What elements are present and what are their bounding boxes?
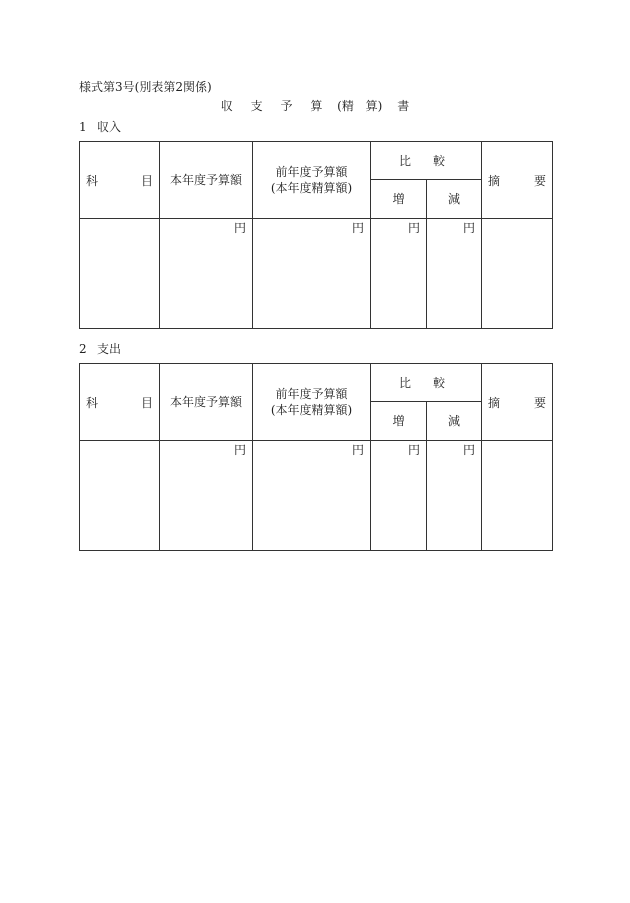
cell-item[interactable] <box>80 219 160 329</box>
cell-decrease[interactable]: 円 <box>427 441 482 551</box>
header-previous-budget: 前年度予算額 (本年度精算額) <box>253 142 371 219</box>
cell-remarks[interactable] <box>482 441 553 551</box>
document-title <box>0 98 630 114</box>
header-item: 科 目 <box>80 142 160 219</box>
header-decrease: 減 <box>427 402 482 441</box>
header-current-budget: 本年度予算額 <box>160 364 253 441</box>
section-expense-label <box>79 341 121 357</box>
cell-decrease[interactable]: 円 <box>427 219 482 329</box>
header-previous-budget: 前年度予算額 (本年度精算額) <box>253 364 371 441</box>
cell-previous-budget[interactable]: 円 <box>253 441 371 551</box>
cell-remarks[interactable] <box>482 219 553 329</box>
cell-current-budget[interactable]: 円 <box>160 219 253 329</box>
header-comparison: 比 較 <box>371 142 482 180</box>
section-title: 支出 <box>97 342 122 356</box>
section-title: 収入 <box>97 120 122 134</box>
cell-increase[interactable]: 円 <box>371 219 427 329</box>
income-table <box>79 141 553 329</box>
header-remarks: 摘 要 <box>482 364 553 441</box>
title-char: (精 <box>337 99 354 113</box>
section-income-label <box>79 119 121 135</box>
header-remarks: 摘 要 <box>482 142 553 219</box>
header-item: 科 目 <box>80 364 160 441</box>
title-char: 収 <box>220 99 233 113</box>
cell-current-budget[interactable]: 円 <box>160 441 253 551</box>
section-number: 2 <box>79 342 87 356</box>
expense-table <box>79 363 553 551</box>
title-char: 支 <box>250 99 263 113</box>
header-current-budget: 本年度予算額 <box>160 142 253 219</box>
form-number: 様式第3号(別表第2関係) <box>79 80 212 94</box>
title-char: 書 <box>397 99 410 113</box>
cell-increase[interactable]: 円 <box>371 441 427 551</box>
cell-item[interactable] <box>80 441 160 551</box>
header-decrease: 減 <box>427 180 482 219</box>
title-char: 算) <box>365 99 383 113</box>
header-comparison: 比 較 <box>371 364 482 402</box>
title-char: 算 <box>310 99 323 113</box>
section-number: 1 <box>79 120 87 134</box>
header-increase: 増 <box>371 180 427 219</box>
title-char: 予 <box>280 99 293 113</box>
header-increase: 増 <box>371 402 427 441</box>
cell-previous-budget[interactable]: 円 <box>253 219 371 329</box>
